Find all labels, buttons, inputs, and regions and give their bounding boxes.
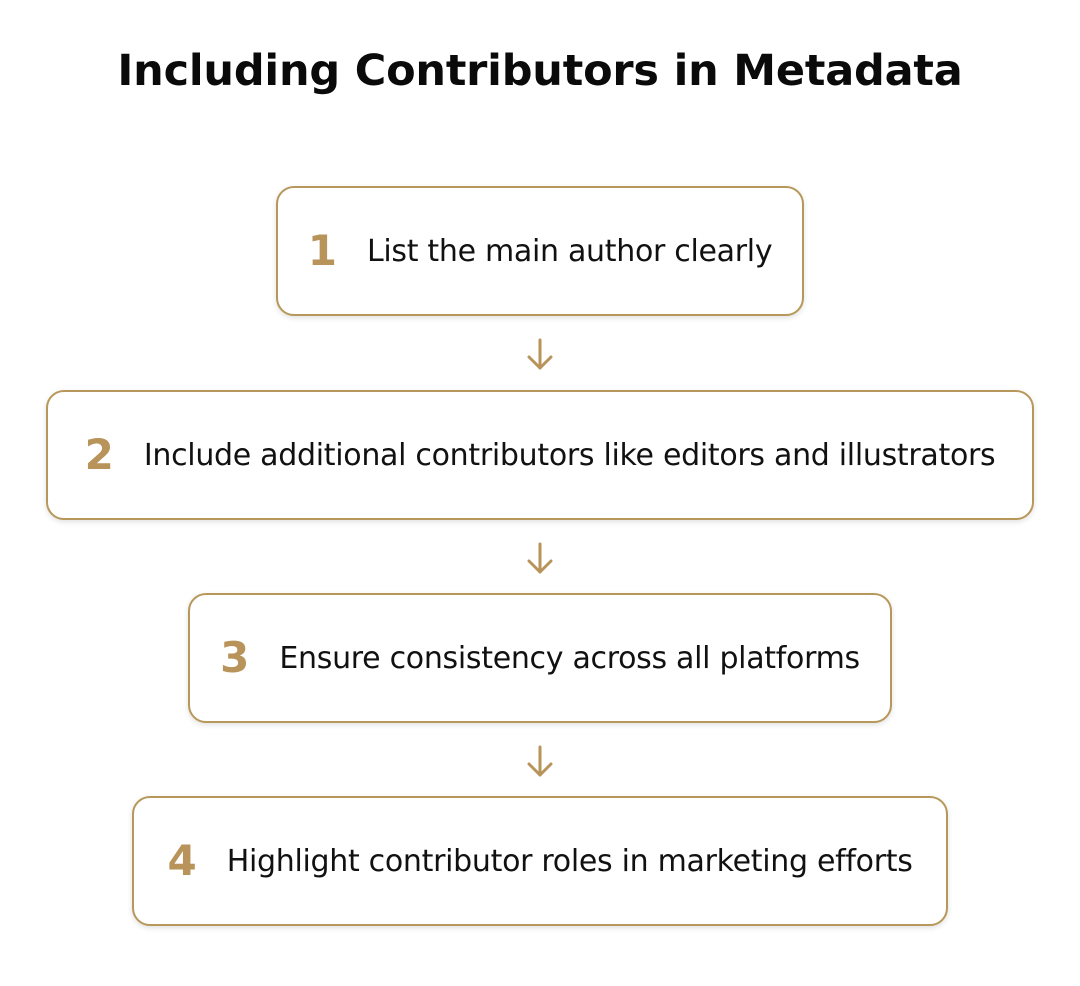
step-number: 1: [307, 226, 337, 275]
step-number: 4: [167, 836, 197, 885]
step-box-2: [46, 390, 1034, 520]
step-box-3: [188, 593, 892, 723]
step-text: Highlight contributor roles in marketing efforts: [226, 843, 913, 879]
arrow-down-icon: [525, 542, 555, 576]
step-box-4: [132, 796, 948, 926]
arrow-down-icon: [525, 338, 555, 372]
arrow-down-icon: [525, 745, 555, 779]
step-text: List the main author clearly: [366, 233, 773, 269]
step-text: Ensure consistency across all platforms: [279, 640, 860, 676]
step-text: Include additional contributors like editors and illustrators: [143, 437, 996, 473]
step-number: 2: [84, 430, 114, 479]
step-box-1: [276, 186, 804, 316]
step-number: 3: [220, 633, 250, 682]
diagram-title: Including Contributors in Metadata: [117, 46, 963, 96]
